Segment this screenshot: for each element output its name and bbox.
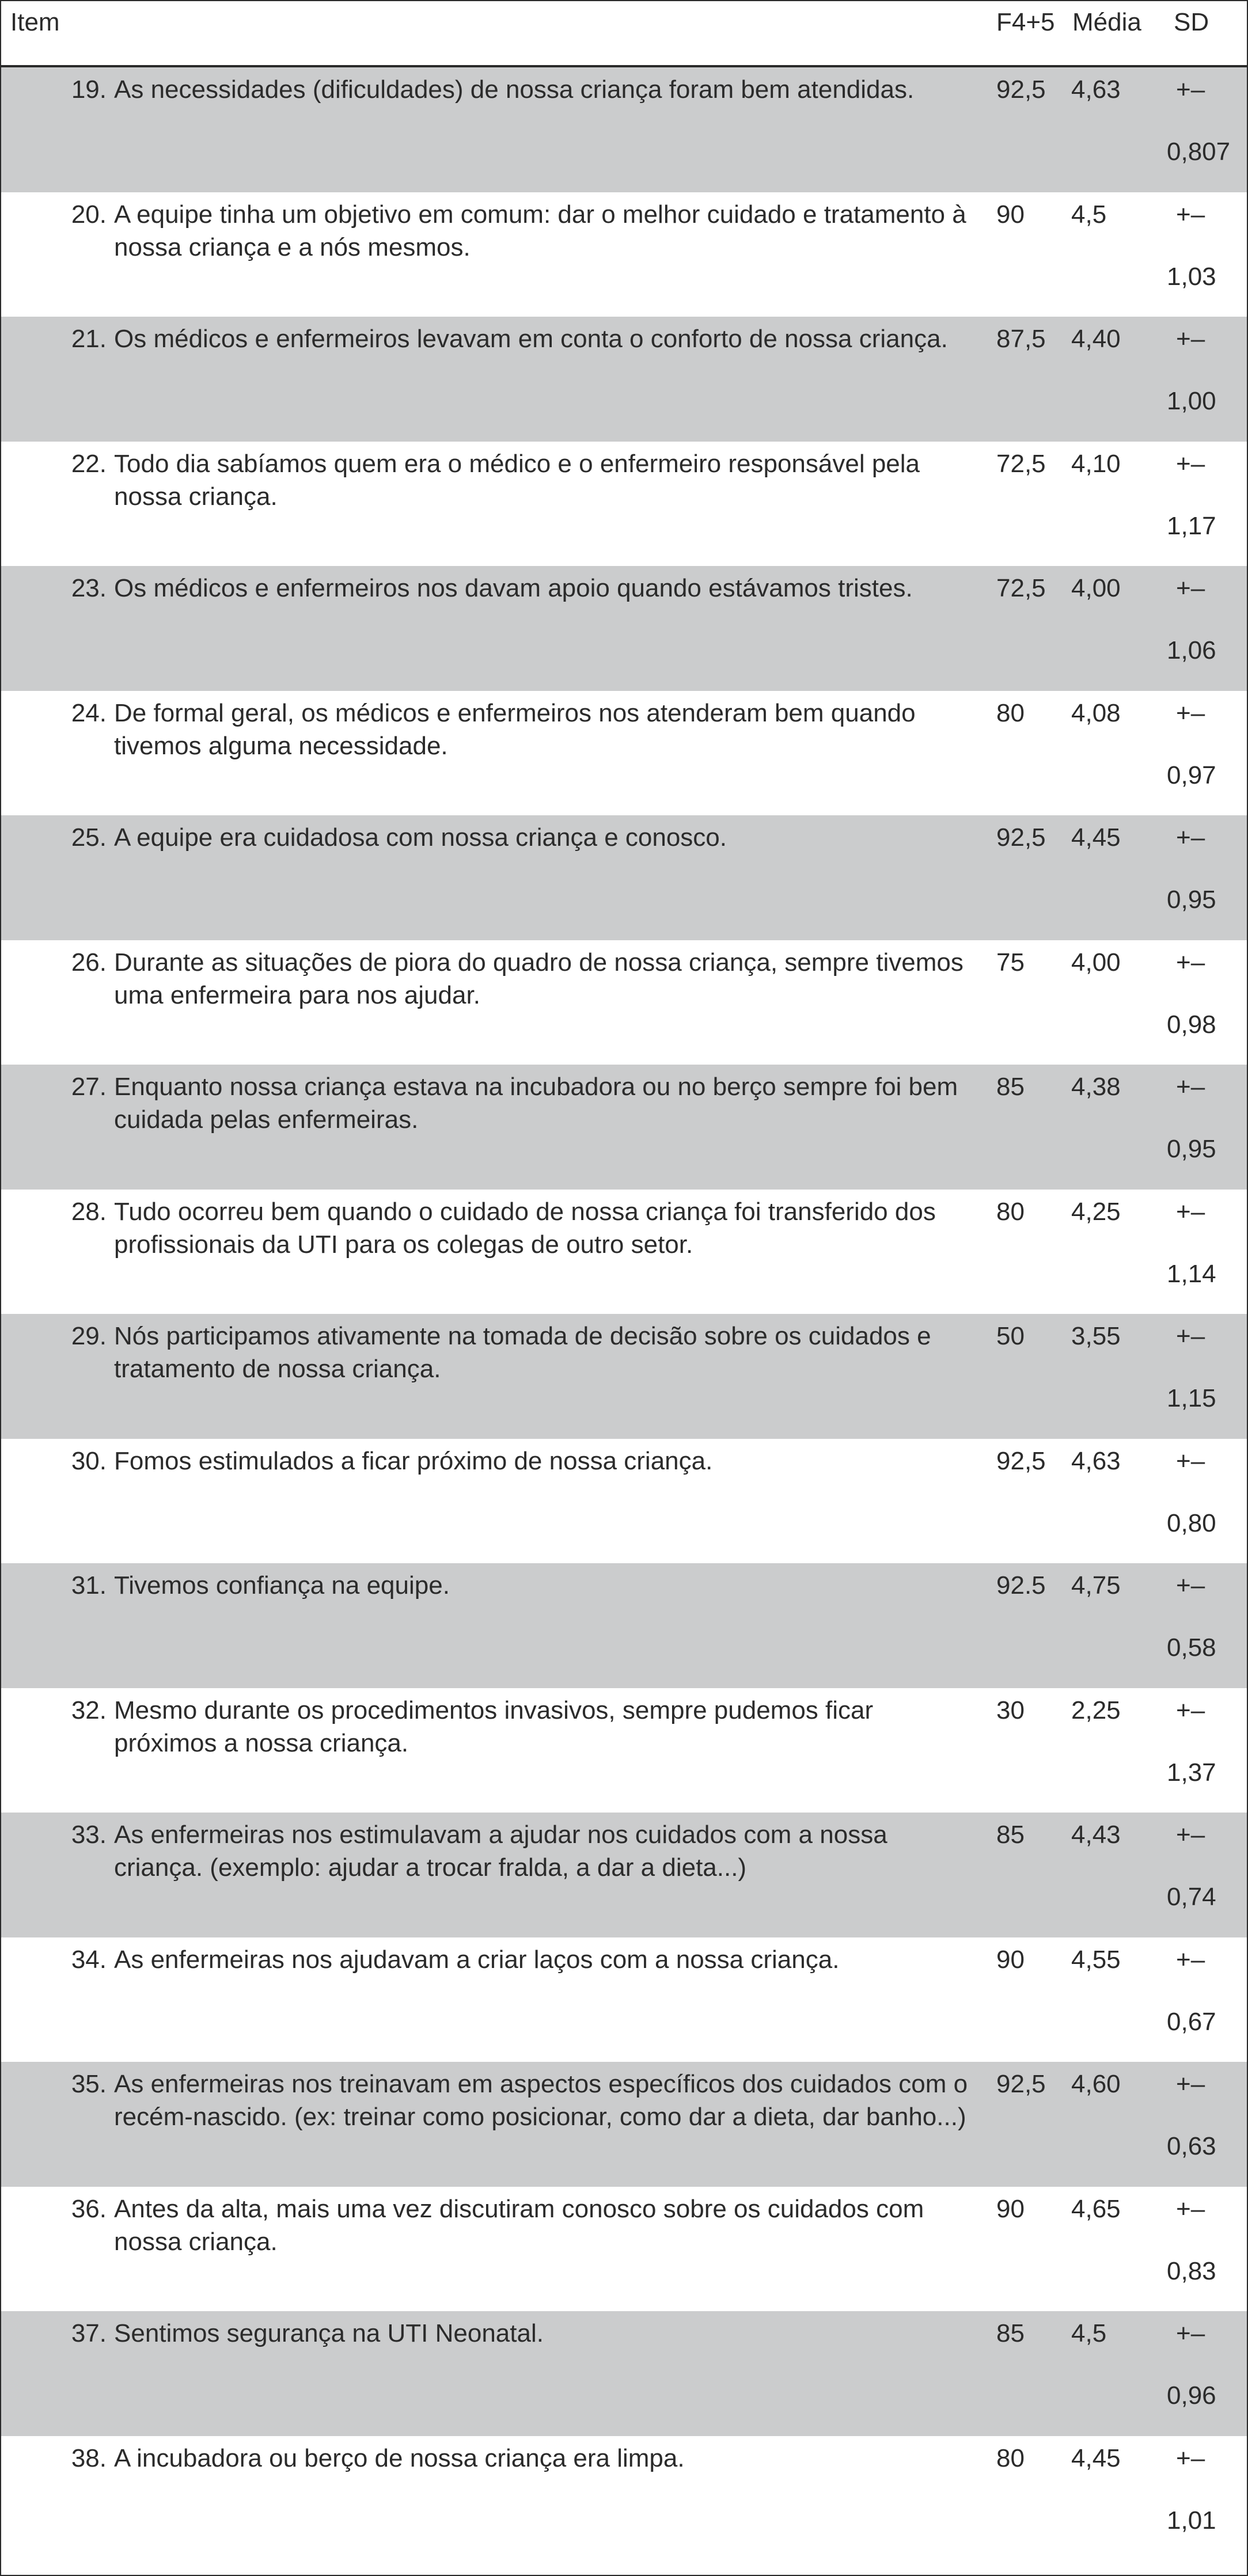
sd-value: 0,98: [1167, 1010, 1216, 1039]
item-number: 23.: [71, 574, 107, 602]
item-text: As enfermeiras nos ajudavam a criar laços com a nossa criança.: [114, 1945, 840, 1974]
f45-value: 85: [996, 2319, 1025, 2347]
sd-value: 1,06: [1167, 636, 1216, 664]
table-row: [1, 442, 1247, 567]
f45-value: 85: [996, 1821, 1025, 1849]
sd-value: 0,74: [1167, 1883, 1216, 1911]
table-row: [1, 317, 1247, 442]
item-text: Nós participamos ativamente na tomada de decisão sobre os cuidados e tratamento de nossa criança.: [114, 1322, 931, 1383]
item-text: Sentimos segurança na UTI Neonatal.: [114, 2319, 544, 2347]
item-number: 20.: [71, 200, 107, 229]
item-text: As enfermeiras nos estimulavam a ajudar nos cuidados com a nossa criança. (exemplo: ajudar a trocar fralda, a dar a dieta...): [114, 1821, 887, 1882]
sd-value: 0,95: [1167, 886, 1216, 914]
item-number: 33.: [71, 1821, 107, 1849]
item-text: As necessidades (dificuldades) de nossa criança foram bem atendidas.: [114, 75, 915, 104]
plus-minus-sign: +–: [1176, 2319, 1205, 2347]
item-text: Mesmo durante os procedimentos invasivos, sempre pudemos ficar próximos a nossa criança.: [114, 1696, 874, 1757]
media-value: 4,75: [1071, 1571, 1121, 1599]
f45-value: 80: [996, 698, 1025, 727]
f45-value: 30: [996, 1696, 1025, 1724]
header-media: Média: [1072, 8, 1141, 36]
sd-value: 0,83: [1167, 2256, 1216, 2285]
sd-value: 1,14: [1167, 1259, 1216, 1288]
table-row: [1, 192, 1247, 317]
sd-value: 0,63: [1167, 2132, 1216, 2160]
plus-minus-sign: +–: [1176, 75, 1205, 104]
table-row: [1, 1563, 1247, 1688]
item-number: 34.: [71, 1945, 107, 1974]
item-number: 30.: [71, 1446, 107, 1475]
f45-value: 90: [996, 1945, 1025, 1974]
item-text: Fomos estimulados a ficar próximo de nossa criança.: [114, 1446, 713, 1475]
f45-value: 72,5: [996, 449, 1046, 478]
sd-value: 0,807: [1167, 138, 1231, 166]
item-number: 19.: [71, 75, 107, 104]
plus-minus-sign: +–: [1176, 1073, 1205, 1101]
sd-value: 1,17: [1167, 511, 1216, 540]
f45-value: 87,5: [996, 325, 1046, 353]
sd-value: 0,97: [1167, 761, 1216, 789]
plus-minus-sign: +–: [1176, 1197, 1205, 1226]
plus-minus-sign: +–: [1176, 2070, 1205, 2098]
plus-minus-sign: +–: [1176, 1571, 1205, 1599]
f45-value: 80: [996, 2444, 1025, 2472]
f45-value: 72,5: [996, 574, 1046, 602]
header-f45: F4+5: [996, 8, 1055, 36]
table-body: [1, 67, 1247, 2560]
item-number: 31.: [71, 1571, 107, 1599]
plus-minus-sign: +–: [1176, 449, 1205, 478]
item-text: Todo dia sabíamos quem era o médico e o enfermeiro responsável pela nossa criança.: [114, 449, 920, 511]
table-row: [1, 2311, 1247, 2436]
plus-minus-sign: +–: [1176, 1696, 1205, 1724]
sd-value: 0,58: [1167, 1633, 1216, 1662]
item-text: A equipe era cuidadosa com nossa criança e conosco.: [114, 823, 727, 852]
media-value: 3,55: [1071, 1322, 1121, 1350]
table-row: [1, 2436, 1247, 2561]
sd-value: 1,00: [1167, 387, 1216, 415]
f45-value: 92,5: [996, 75, 1046, 104]
media-value: 4,5: [1071, 2319, 1107, 2347]
item-number: 37.: [71, 2319, 107, 2347]
f45-value: 92,5: [996, 1446, 1046, 1475]
table-row: [1, 1439, 1247, 1564]
sd-value: 1,01: [1167, 2506, 1216, 2535]
item-number: 25.: [71, 823, 107, 852]
plus-minus-sign: +–: [1176, 1821, 1205, 1849]
f45-value: 90: [996, 200, 1025, 229]
media-value: 4,40: [1071, 325, 1121, 353]
item-text: De formal geral, os médicos e enfermeiros nos atenderam bem quando tivemos alguma necessidade.: [114, 698, 916, 760]
f45-value: 75: [996, 948, 1025, 977]
item-text: Tudo ocorreu bem quando o cuidado de nossa criança foi transferido dos profissionais da UTI para os colegas de outro setor.: [114, 1197, 936, 1259]
plus-minus-sign: +–: [1176, 948, 1205, 977]
item-number: 21.: [71, 325, 107, 353]
plus-minus-sign: +–: [1176, 325, 1205, 353]
media-value: 4,08: [1071, 698, 1121, 727]
sd-value: 0,96: [1167, 2381, 1216, 2410]
plus-minus-sign: +–: [1176, 1322, 1205, 1350]
item-number: 24.: [71, 698, 107, 727]
table-header: [1, 1, 1247, 67]
media-value: 4,63: [1071, 75, 1121, 104]
item-number: 32.: [71, 1696, 107, 1724]
f45-value: 85: [996, 1073, 1025, 1101]
sd-value: 1,03: [1167, 262, 1216, 291]
table-row: [1, 815, 1247, 940]
media-value: 4,65: [1071, 2194, 1121, 2223]
item-text: As enfermeiras nos treinavam em aspectos específicos dos cuidados com o recém-nascido. (ex: treinar como posicionar, como dar a dieta, dar banho...): [114, 2070, 968, 2131]
f45-value: 90: [996, 2194, 1025, 2223]
table-row: [1, 1813, 1247, 1937]
plus-minus-sign: +–: [1176, 574, 1205, 602]
item-text: Tivemos confiança na equipe.: [114, 1571, 450, 1599]
table-row: [1, 67, 1247, 192]
plus-minus-sign: +–: [1176, 2444, 1205, 2472]
media-value: 4,38: [1071, 1073, 1121, 1101]
sd-value: 0,80: [1167, 1509, 1216, 1537]
f45-value: 80: [996, 1197, 1025, 1226]
item-number: 29.: [71, 1322, 107, 1350]
plus-minus-sign: +–: [1176, 1446, 1205, 1475]
media-value: 4,25: [1071, 1197, 1121, 1226]
media-value: 4,45: [1071, 823, 1121, 852]
table-row: [1, 1937, 1247, 2062]
media-value: 4,00: [1071, 574, 1121, 602]
f45-value: 92.5: [996, 1571, 1046, 1599]
media-value: 4,00: [1071, 948, 1121, 977]
header-sd: SD: [1174, 8, 1209, 36]
sd-value: 1,37: [1167, 1758, 1216, 1787]
media-value: 2,25: [1071, 1696, 1121, 1724]
item-number: 38.: [71, 2444, 107, 2472]
table-row: [1, 940, 1247, 1065]
plus-minus-sign: +–: [1176, 823, 1205, 852]
table-row: [1, 691, 1247, 816]
item-number: 27.: [71, 1073, 107, 1101]
item-text: Antes da alta, mais uma vez discutiram conosco sobre os cuidados com nossa criança.: [114, 2194, 924, 2256]
table-row: [1, 1688, 1247, 1813]
table-row: [1, 2187, 1247, 2312]
item-number: 22.: [71, 449, 107, 478]
sd-value: 0,95: [1167, 1135, 1216, 1163]
plus-minus-sign: +–: [1176, 2194, 1205, 2223]
f45-value: 92,5: [996, 823, 1046, 852]
item-number: 36.: [71, 2194, 107, 2223]
media-value: 4,10: [1071, 449, 1121, 478]
media-value: 4,5: [1071, 200, 1107, 229]
sd-value: 1,15: [1167, 1384, 1216, 1412]
plus-minus-sign: +–: [1176, 1945, 1205, 1974]
header-item: Item: [10, 8, 60, 36]
item-number: 26.: [71, 948, 107, 977]
table-row: [1, 1190, 1247, 1314]
plus-minus-sign: +–: [1176, 200, 1205, 229]
media-value: 4,55: [1071, 1945, 1121, 1974]
item-text: A equipe tinha um objetivo em comum: dar o melhor cuidado e tratamento à nossa criança e a nós mesmos.: [114, 200, 966, 261]
item-text: Durante as situações de piora do quadro de nossa criança, sempre tivemos uma enfermeira para nos ajudar.: [114, 948, 963, 1009]
item-number: 35.: [71, 2070, 107, 2098]
media-value: 4,60: [1071, 2070, 1121, 2098]
f45-value: 92,5: [996, 2070, 1046, 2098]
table-row: [1, 566, 1247, 691]
item-text: A incubadora ou berço de nossa criança era limpa.: [114, 2444, 685, 2472]
item-text: Os médicos e enfermeiros nos davam apoio quando estávamos tristes.: [114, 574, 913, 602]
table-row: [1, 2062, 1247, 2187]
f45-value: 50: [996, 1322, 1025, 1350]
item-text: Enquanto nossa criança estava na incubadora ou no berço sempre foi bem cuidada pelas enfermeiras.: [114, 1073, 958, 1134]
plus-minus-sign: +–: [1176, 698, 1205, 727]
sd-value: 0,67: [1167, 2007, 1216, 2036]
table-row: [1, 1065, 1247, 1190]
media-value: 4,45: [1071, 2444, 1121, 2472]
media-value: 4,63: [1071, 1446, 1121, 1475]
media-value: 4,43: [1071, 1821, 1121, 1849]
item-text: Os médicos e enfermeiros levavam em conta o conforto de nossa criança.: [114, 325, 948, 353]
table-row: [1, 1314, 1247, 1439]
item-number: 28.: [71, 1197, 107, 1226]
